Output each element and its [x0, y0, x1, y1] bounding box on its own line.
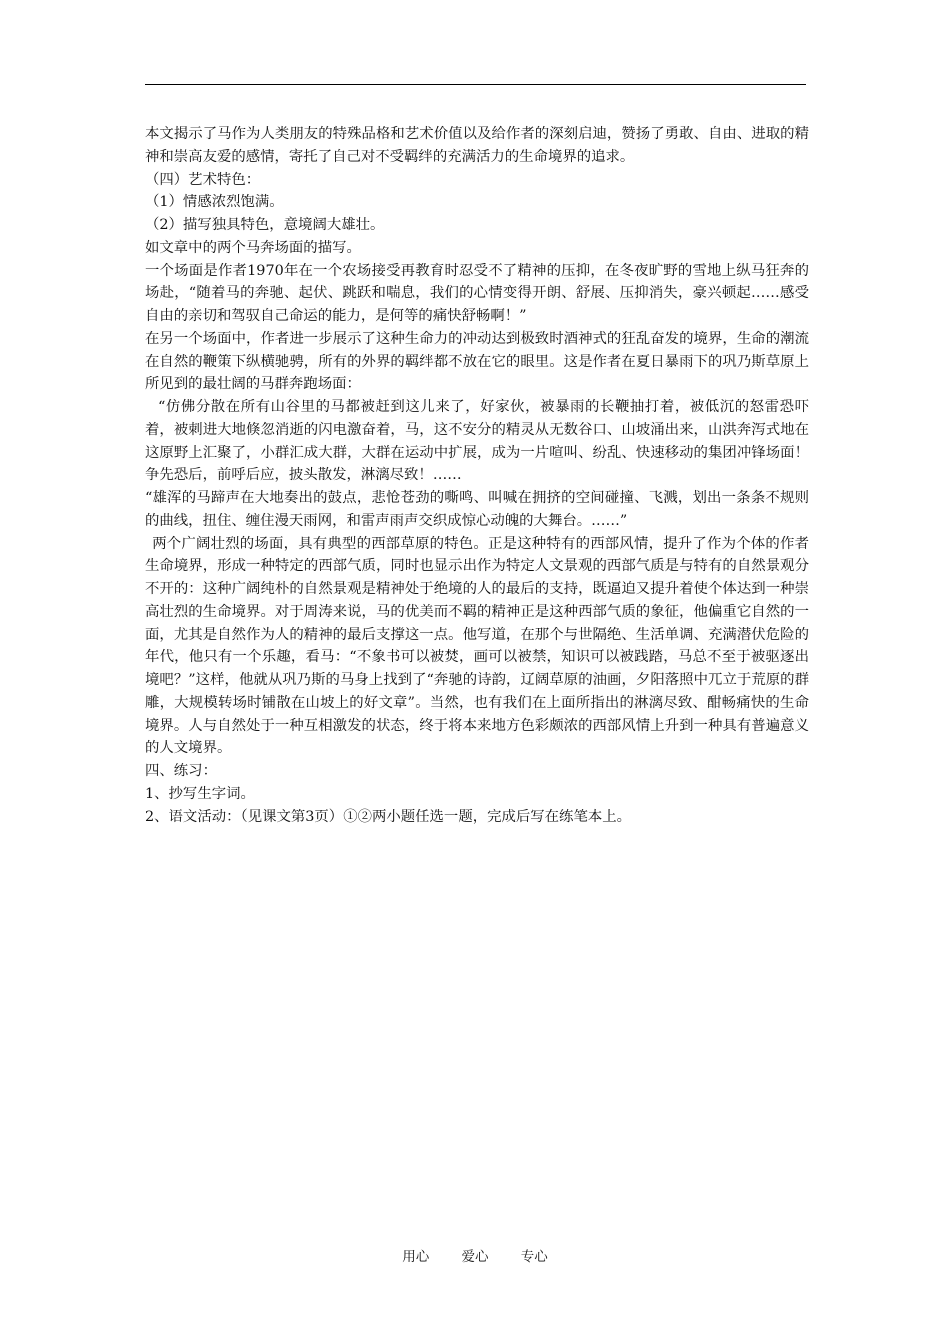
list-item: （1）情感浓烈饱满。	[145, 194, 284, 211]
page-footer	[0, 1247, 950, 1267]
paragraph: 在另一个场面中，作者进一步展示了这种生命力的冲动达到极致时酒神式的狂乱奋发的境界，生命的潮流在自然的鞭策下纵横驰骋，所有的外界的羁绊都不放在它的眼里。这是作者在夏日暴雨下的巩乃斯草原上所见到的最壮阔的马群奔跑场面：	[145, 330, 809, 393]
document-body	[145, 123, 809, 828]
paragraph: 两个广阔壮烈的场面，具有典型的西部草原的特色。正是这种特有的西部风情，提升了作为个体的作者生命境界，形成一种特定的西部气质，同时也显示出作为特定人文景观的西部气质是与特有的自然景观分不开的：这种广阔纯朴的自然景观是精神处于绝境的人的最后的支持，既逼迫又提升着使个体达到一种崇高壮烈的生命境界。对于周涛来说，马的优美而不羁的精神正是这种西部气质的象征，他偏重它自然的一面，尤其是自然作为人的精神的最后支撑这一点。他写道，在那个与世隔绝、生活单调、充满潜伏危险的年代，他只有一个乐趣，看马：“不象书可以被焚，画可以被禁，知识可以被践踏，马总不至于被驱逐出境吧？”这样，他就从巩乃斯的马身上找到了“奔驰的诗韵，辽阔草原的油画，夕阳落照中兀立于荒原的群雕，大规模转场时铺散在山坡上的好文章”。当然，也有我们在上面所指出的淋漓尽致、酣畅痛快的生命境界。人与自然处于一种互相激发的状态，终于将本来地方色彩颇浓的西部风情上升到一种具有普遍意义的人文境界。	[145, 535, 809, 757]
paragraph: 本文揭示了马作为人类朋友的特殊品格和艺术价值以及给作者的深刻启迪，赞扬了勇敢、自由、进取的精神和崇高友爱的感情，寄托了自己对不受羁绊的充满活力的生命境界的追求。	[145, 126, 809, 165]
paragraph: 如文章中的两个马奔场面的描写。	[145, 239, 361, 256]
quote-paragraph: “仿佛分散在所有山谷里的马都被赶到这儿来了，好家伙，被暴雨的长鞭抽打着，被低沉的怒雷恐吓着，被刺进大地倏忽消逝的闪电激奋着，马，这不安分的精灵从无数谷口、山坡涌出来，山洪奔泻式地在这原野上汇聚了，小群汇成大群，大群在运动中扩展，成为一片喧叫、纷乱、快速移动的集团冲锋场面！争先恐后，前呼后应，披头散发，淋漓尽致！……	[145, 399, 809, 484]
exercise-item: 1、抄写生字词。	[145, 785, 255, 802]
list-item: （2）描写独具特色，意境阔大雄壮。	[145, 217, 385, 233]
header-rule	[145, 84, 806, 85]
exercise-item: 2、语文活动：（见课文第3页）①②两小题任选一题，完成后写在练笔本上。	[145, 808, 632, 825]
section-heading: （四）艺术特色：	[145, 171, 261, 188]
quote-paragraph: “雄浑的马蹄声在大地奏出的鼓点，悲怆苍劲的嘶鸣、叫喊在拥挤的空间碰撞、飞溅，划出一条条不规则的曲线，扭住、缠住漫天雨网，和雷声雨声交织成惊心动魄的大舞台。……”	[145, 490, 809, 529]
footer-word: 用心	[402, 1249, 430, 1265]
footer-word: 爱心	[461, 1249, 489, 1265]
footer-word: 专心	[520, 1249, 548, 1265]
section-heading: 四、练习：	[145, 763, 217, 779]
paragraph: 一个场面是作者1970年在一个农场接受再教育时忍受不了精神的压抑，在冬夜旷野的雪地上纵马狂奔的场赴，“随着马的奔驰、起伏、跳跃和喘息，我们的心情变得开朗、舒展、压抑消失，豪兴顿起……感受自由的亲切和驾驭自己命运的能力，是何等的痛快舒畅啊！”	[145, 262, 809, 324]
